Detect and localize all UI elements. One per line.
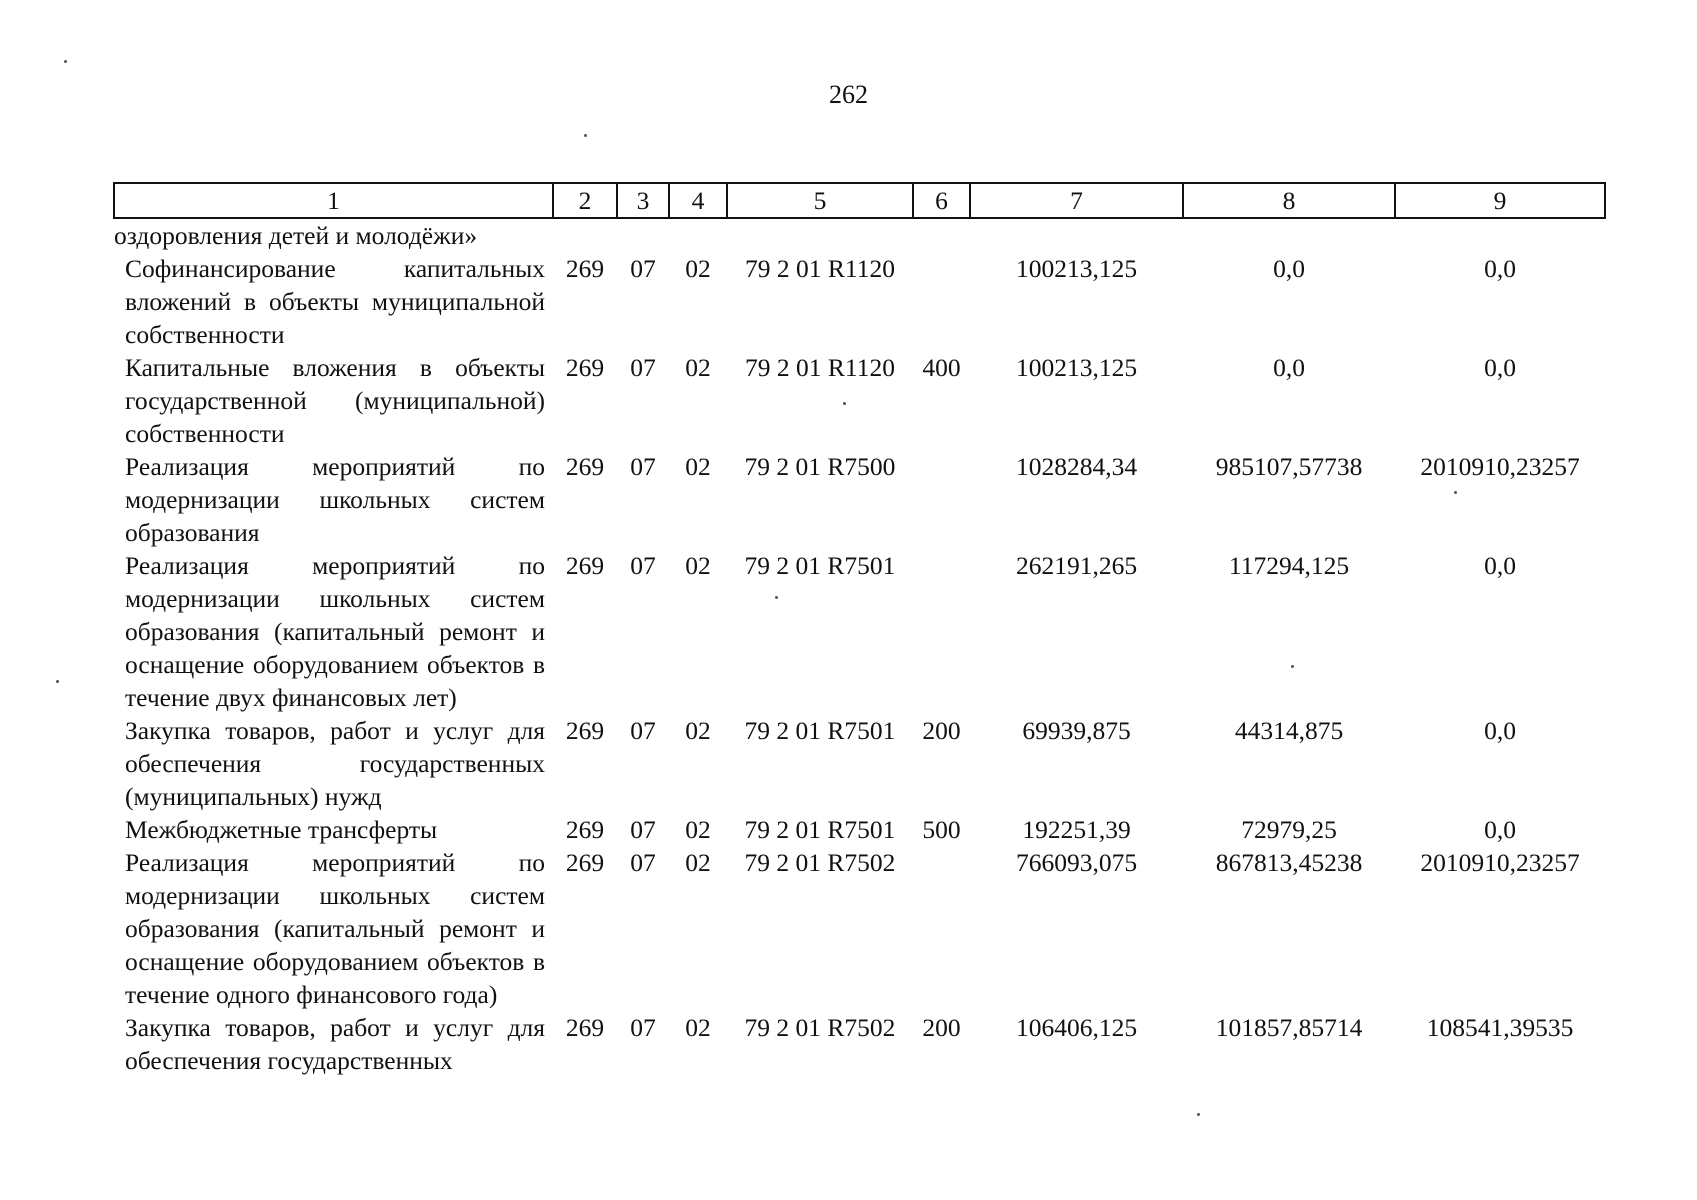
cell-col-6: 200 <box>922 1013 961 1042</box>
scan-speck <box>1197 1113 1200 1116</box>
cell-col-2: 269 <box>565 254 605 283</box>
header-col-5: 5 <box>727 183 913 218</box>
cell-col-5: 79 2 01 R7502 <box>744 1013 896 1042</box>
page-number: 262 <box>829 80 868 109</box>
cell-col-1 <box>114 714 553 813</box>
row-description: Капитальные вложения в объекты государственной (муниципальной) собственности <box>125 353 545 448</box>
table-row <box>114 1011 1605 1077</box>
table-row <box>114 351 1605 450</box>
row-description: Реализация мероприятий по модернизации школьных систем образования (капитальный ремонт и оснащение оборудованием объектов в течение двух финансовых лет) <box>125 551 545 712</box>
table-row <box>114 846 1605 1011</box>
cell-col-2: 269 <box>565 716 605 745</box>
cell-col-9: 108541,39535 <box>1426 1013 1574 1042</box>
cell-col-3: 07 <box>630 353 656 382</box>
row-description: Реализация мероприятий по модернизации школьных систем образования <box>125 452 545 547</box>
cell-col-2: 269 <box>565 353 605 382</box>
cell-col-4: 02 <box>685 815 711 844</box>
cell-col-7: 100213,125 <box>1015 254 1138 283</box>
cell-col-9: 0,0 <box>1484 815 1516 844</box>
cell-col-2: 269 <box>565 815 605 844</box>
row-description: Софинансирование капитальных вложений в объекты муниципальной собственности <box>125 254 545 349</box>
cell-col-1 <box>114 846 553 1011</box>
cell-col-3: 07 <box>630 551 656 580</box>
cell-col-4: 02 <box>685 1013 711 1042</box>
cell-col-6: 500 <box>922 815 961 844</box>
cell-col-6 <box>913 252 970 351</box>
header-col-6: 6 <box>913 183 970 218</box>
cell-col-8: 867813,45238 <box>1215 848 1363 877</box>
cell-col-8: 0,0 <box>1273 353 1305 382</box>
table-row <box>114 813 1605 846</box>
cell-col-9: 0,0 <box>1484 716 1516 745</box>
cell-col-1 <box>114 351 553 450</box>
cell-col-6 <box>913 450 970 549</box>
cell-col-1 <box>114 252 553 351</box>
cell-col-3: 07 <box>630 716 656 745</box>
header-col-8: 8 <box>1183 183 1395 218</box>
cell-col-5: 79 2 01 R7500 <box>744 452 896 481</box>
table-row <box>114 450 1605 549</box>
cell-col-4: 02 <box>685 254 711 283</box>
cell-col-6 <box>913 549 970 714</box>
cell-col-5: 79 2 01 R7501 <box>744 815 896 844</box>
cell-col-7: 1028284,34 <box>1015 452 1138 481</box>
cell-col-2: 269 <box>565 551 605 580</box>
header-col-7: 7 <box>970 183 1183 218</box>
cell-col-6 <box>913 846 970 1011</box>
cell-col-8: 44314,875 <box>1234 716 1344 745</box>
cell-col-9: 0,0 <box>1484 551 1516 580</box>
budget-table <box>113 182 1606 1077</box>
cell-col-5: 79 2 01 R1120 <box>745 254 895 283</box>
continuation-text: оздоровления детей и молодёжи» <box>114 221 478 250</box>
cell-col-3: 07 <box>630 254 656 283</box>
cell-col-7: 106406,125 <box>1015 1013 1138 1042</box>
cell-col-9: 0,0 <box>1484 254 1516 283</box>
header-row <box>114 183 1605 218</box>
row-description: Реализация мероприятий по модернизации школьных систем образования (капитальный ремонт и оснащение оборудованием объектов в течение одного финансового года) <box>125 848 545 1009</box>
cell-col-9: 0,0 <box>1484 353 1516 382</box>
cell-col-8: 117294,125 <box>1228 551 1350 580</box>
table-body <box>114 218 1605 1077</box>
row-description: Межбюджетные трансферты <box>125 815 438 844</box>
cell-col-8: 101857,85714 <box>1215 1013 1363 1042</box>
cell-col-3: 07 <box>630 1013 656 1042</box>
header-col-2: 2 <box>553 183 617 218</box>
header-col-3: 3 <box>617 183 669 218</box>
scan-speck <box>64 60 67 63</box>
cell-col-4: 02 <box>685 452 711 481</box>
row-description: Закупка товаров, работ и услуг для обеспечения государственных <box>125 1013 545 1075</box>
cell-col-5: 79 2 01 R7501 <box>744 551 896 580</box>
header-col-1: 1 <box>114 183 553 218</box>
scan-speck <box>56 680 59 683</box>
cell-col-2: 269 <box>565 452 605 481</box>
header-col-9: 9 <box>1395 183 1605 218</box>
cell-col-1 <box>114 813 553 846</box>
cell-col-3: 07 <box>630 815 656 844</box>
scan-speck <box>843 402 846 405</box>
scan-speck <box>1454 491 1457 494</box>
scan-speck <box>775 596 778 599</box>
table-row <box>114 549 1605 714</box>
cell-col-1 <box>114 1011 553 1077</box>
cell-col-4: 02 <box>685 551 711 580</box>
cell-col-3: 07 <box>630 452 656 481</box>
scan-speck <box>1291 665 1294 668</box>
cell-col-4: 02 <box>685 353 711 382</box>
cell-col-6: 400 <box>922 353 961 382</box>
cell-col-5: 79 2 01 R1120 <box>745 353 895 382</box>
cell-col-7: 766093,075 <box>1015 848 1138 877</box>
continuation-row <box>114 218 1605 252</box>
row-description: Закупка товаров, работ и услуг для обеспечения государственных (муниципальных) нужд <box>125 716 545 811</box>
cell-col-7: 262191,265 <box>1015 551 1138 580</box>
cell-col-5: 79 2 01 R7502 <box>744 848 896 877</box>
cell-col-5: 79 2 01 R7501 <box>744 716 896 745</box>
cell-col-7: 192251,39 <box>1022 815 1131 844</box>
cell-col-1 <box>114 549 553 714</box>
cell-col-9: 2010910,23257 <box>1420 848 1580 877</box>
scan-speck <box>584 134 587 137</box>
table-row <box>114 714 1605 813</box>
cell-col-9: 2010910,23257 <box>1420 452 1580 481</box>
cell-col-7: 69939,875 <box>1022 716 1131 745</box>
table-row <box>114 252 1605 351</box>
header-col-4: 4 <box>669 183 727 218</box>
cell-col-2: 269 <box>565 1013 605 1042</box>
cell-col-2: 269 <box>565 848 605 877</box>
cell-col-8: 985107,57738 <box>1215 452 1363 481</box>
cell-col-3: 07 <box>630 848 656 877</box>
cell-col-4: 02 <box>685 848 711 877</box>
cell-col-6: 200 <box>922 716 961 745</box>
cell-col-8: 72979,25 <box>1241 815 1337 844</box>
cell-col-1 <box>114 450 553 549</box>
cell-col-8: 0,0 <box>1273 254 1305 283</box>
cell-col-4: 02 <box>685 716 711 745</box>
cell-col-7: 100213,125 <box>1015 353 1138 382</box>
